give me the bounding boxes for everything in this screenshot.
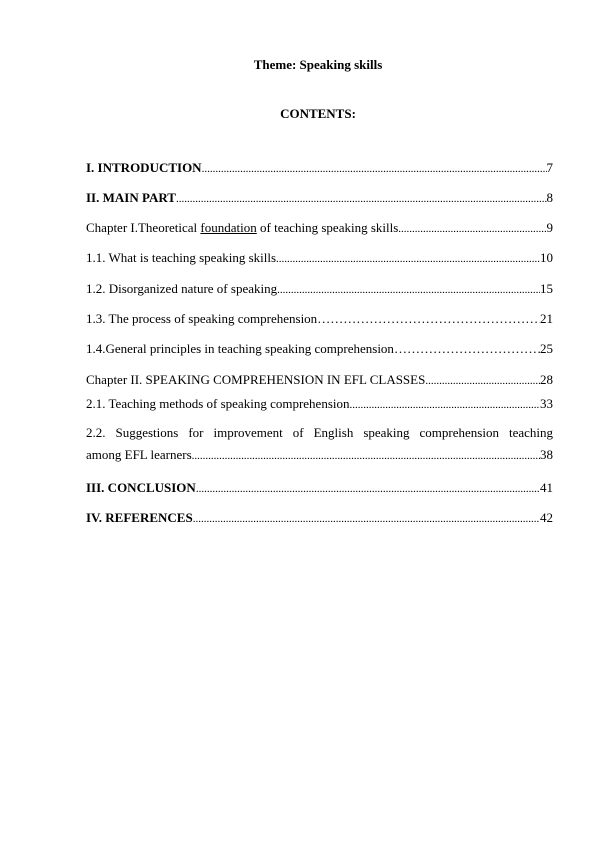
toc-page-number: 25	[540, 341, 553, 356]
dot-leader	[425, 372, 540, 389]
toc-page-number: 28	[540, 372, 553, 387]
toc-entry-chapter-1[interactable]	[86, 220, 553, 237]
toc-entry-2-2[interactable]	[86, 422, 553, 467]
toc-entry-conclusion[interactable]	[86, 480, 553, 497]
toc-page-number: 42	[540, 510, 553, 525]
toc-label-line-1: 2.2. Suggestions for improvement of English speaking comprehension teaching	[86, 425, 553, 440]
toc-entry-chapter-2[interactable]	[86, 372, 553, 389]
dot-leader	[202, 160, 547, 177]
toc-entry-references[interactable]	[86, 510, 553, 527]
toc-page-number: 10	[540, 250, 553, 265]
dot-leader	[196, 480, 540, 497]
toc-page-number: 33	[540, 396, 553, 411]
toc-label: Chapter II. SPEAKING COMPREHENSION IN EFL CLASSES	[86, 372, 426, 387]
toc-page-number: 15	[540, 281, 553, 296]
toc-page-number: 41	[540, 480, 553, 495]
underlined-word: foundation	[200, 220, 257, 235]
toc-entry-2-1[interactable]	[86, 396, 553, 413]
toc-entry-1-1[interactable]	[86, 250, 553, 267]
toc-entry-1-4[interactable]	[86, 341, 553, 357]
dot-leader	[192, 444, 540, 467]
dot-leader	[277, 281, 540, 298]
toc-label-line-2-row	[86, 444, 553, 467]
dot-leader	[398, 220, 546, 237]
toc-entry-1-2[interactable]	[86, 281, 553, 298]
theme-heading: Theme: Speaking skills	[253, 57, 383, 72]
toc-label: I. INTRODUCTION	[86, 160, 202, 175]
toc-page-number: 7	[546, 160, 553, 175]
toc-label: 2.1. Teaching methods of speaking comprehension	[86, 396, 350, 411]
dot-leader	[276, 250, 540, 267]
toc-label: 1.3. The process of speaking comprehension	[86, 311, 318, 326]
toc-label: among EFL learners	[86, 447, 192, 462]
toc-page-number: 21	[540, 311, 553, 326]
toc-label: Chapter I.Theoretical foundation of teaching speaking skills	[86, 220, 399, 235]
dot-leader	[350, 396, 541, 413]
toc-entry-1-3[interactable]	[86, 311, 553, 327]
toc-page-number: 9	[546, 220, 553, 235]
toc-label: 1.4.General principles in teaching speaking comprehension	[86, 341, 394, 356]
dot-leader	[317, 311, 540, 327]
dot-leader	[193, 510, 540, 527]
toc-label: 1.1. What is teaching speaking skills	[86, 250, 277, 265]
toc-entry-introduction[interactable]	[86, 160, 553, 177]
toc-label: III. CONCLUSION	[86, 480, 196, 495]
toc-label: II. MAIN PART	[86, 190, 176, 205]
contents-title: CONTENTS:	[280, 106, 356, 121]
toc-page-number: 38	[540, 447, 553, 462]
toc-label: IV. REFERENCES	[86, 510, 193, 525]
toc-label: 1.2. Disorganized nature of speaking	[86, 281, 278, 296]
toc-entry-main-part[interactable]	[86, 190, 553, 207]
dot-leader	[176, 190, 547, 207]
dot-leader	[394, 341, 540, 357]
toc-page-number: 8	[546, 190, 553, 205]
